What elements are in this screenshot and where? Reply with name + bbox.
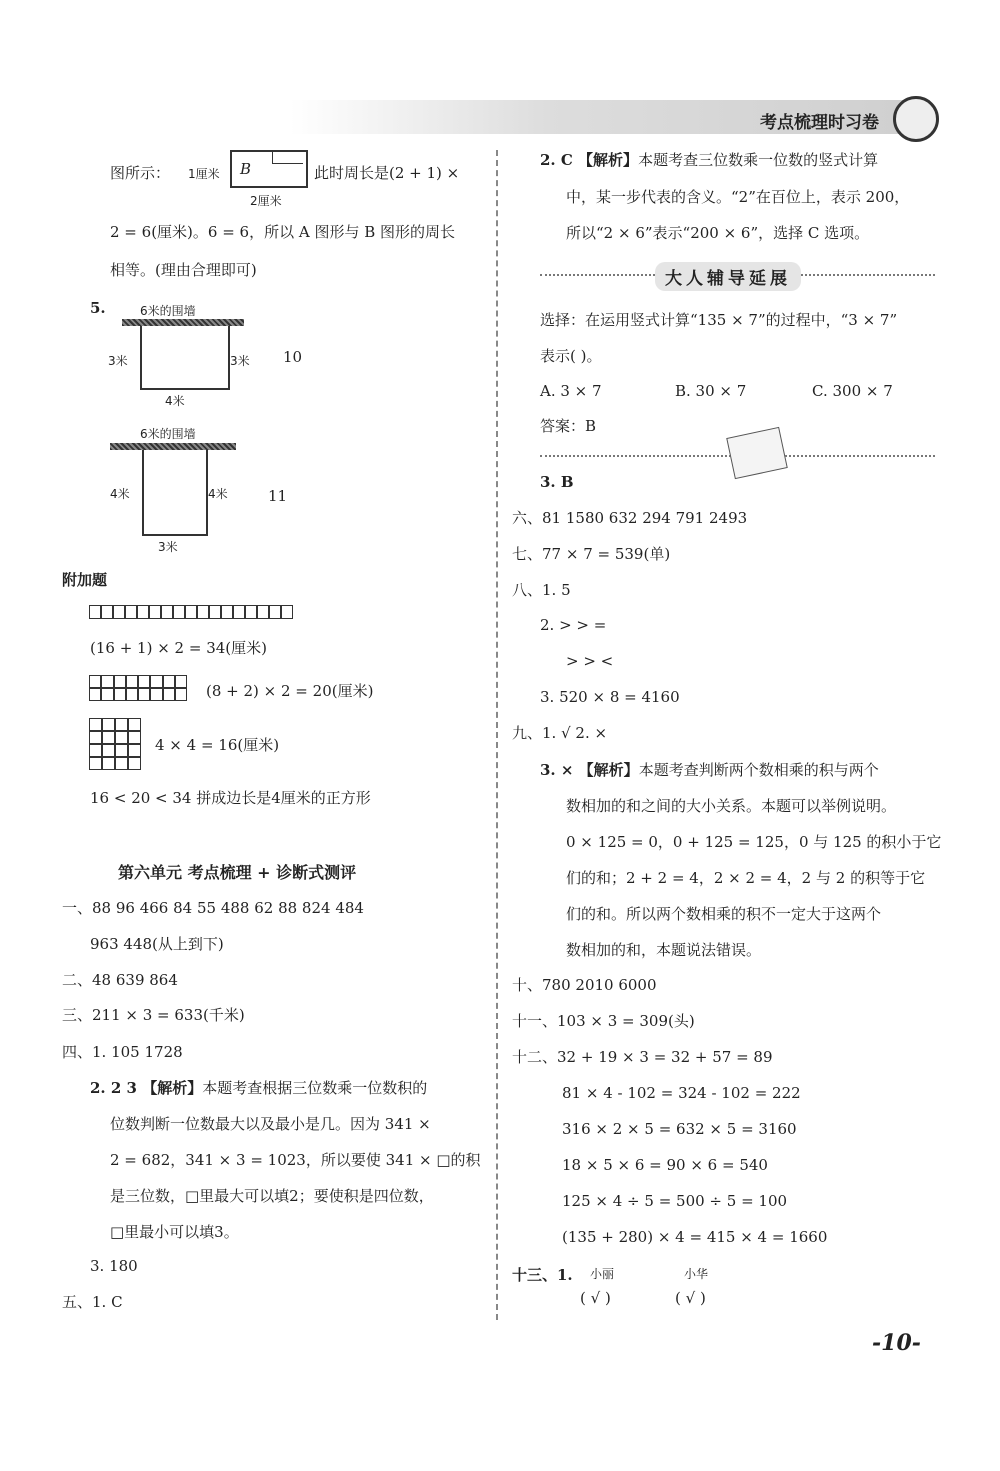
square-grid xyxy=(89,718,141,770)
q2-text3: 所以“2 × 6”表示“200 × 6”，选择 C 选项。 xyxy=(566,224,870,242)
ext-answer: 答案：B xyxy=(540,417,597,435)
fig2-bottom-label: 3米 xyxy=(158,540,178,554)
page-number: -10- xyxy=(872,1330,921,1356)
s8-3: 3. 520 × 8 = 4160 xyxy=(540,688,680,706)
fig2-answer: 11 xyxy=(268,487,288,505)
s13-name2: 小华 xyxy=(684,1267,709,1281)
s13-check2: ( √ ) xyxy=(675,1289,706,1307)
rect-grid xyxy=(89,675,187,701)
unit-title: 第六单元 考点梳理 + 诊断式测评 xyxy=(118,863,357,882)
q4-side-label: 1厘米 xyxy=(188,167,220,181)
q4-line2: 2 = 6(厘米)。6 = 6，所以 A 图形与 B 图形的周长 xyxy=(110,223,456,241)
s9-3-line1 xyxy=(540,760,879,780)
s9-3-head: 3. × xyxy=(540,761,579,779)
opt-c: C. 300 × 7 xyxy=(812,382,893,400)
s1-line1: 一、88 96 466 84 55 488 62 88 824 484 xyxy=(62,899,364,917)
q4-box-label: B xyxy=(240,160,252,178)
s2: 二、48 639 864 xyxy=(62,971,178,989)
fig1-left-label: 3米 xyxy=(108,354,128,368)
ext-line2: 表示( )。 xyxy=(540,347,602,365)
fig2-wall xyxy=(110,443,236,450)
s4-2-text2: 位数判断一位数最大以及最小是几。因为 341 × xyxy=(110,1115,431,1133)
s12-6: (135 + 280) × 4 = 415 × 4 = 1660 xyxy=(562,1228,828,1246)
s8-2b: > > < xyxy=(566,652,614,670)
s4-1: 四、1. 105 1728 xyxy=(62,1043,183,1061)
q4-figure-box xyxy=(230,150,308,188)
q2-line1 xyxy=(540,150,878,170)
s4-2-text1: 本题考查根据三位数乘一位数积的 xyxy=(202,1079,428,1097)
banner-title: 大人辅导延展 xyxy=(655,262,801,291)
s11: 十一、103 × 3 = 309(头) xyxy=(512,1012,695,1030)
q2-text1: 本题考查三位数乘一位数的竖式计算 xyxy=(638,151,879,169)
s13-name1: 小丽 xyxy=(590,1267,615,1281)
logo-badge-icon xyxy=(893,96,939,142)
q4-prefix: 图所示： xyxy=(110,164,171,182)
s13-head: 十三、1. xyxy=(512,1266,573,1284)
extra-line2: (8 + 2) × 2 = 20(厘米) xyxy=(206,682,374,700)
fig1-rect xyxy=(140,326,230,390)
q4-bottom-label: 2厘米 xyxy=(250,194,282,208)
fig1-bottom-label: 4米 xyxy=(165,394,185,408)
column-divider xyxy=(496,150,498,1320)
s3: 三、211 × 3 = 633(千米) xyxy=(62,1006,245,1024)
s4-3: 3. 180 xyxy=(90,1257,138,1275)
extra-title: 附加题 xyxy=(62,571,108,589)
s8-1: 八、1. 5 xyxy=(512,581,571,599)
s9-3-text4: 们的和；2 + 2 = 4，2 × 2 = 4，2 与 2 的积等于它 xyxy=(566,869,926,887)
s9-3-tag: 【解析】 xyxy=(578,761,639,779)
s7: 七、77 × 7 = 539(单) xyxy=(512,545,671,563)
s4-2-head: 2. 2 3 xyxy=(90,1079,143,1097)
fig1-answer: 10 xyxy=(283,348,303,366)
q4-line3: 相等。(理由合理即可) xyxy=(110,261,257,279)
q4-arrow-icon xyxy=(272,150,303,164)
q5-number: 5. xyxy=(90,299,106,317)
s9-3-text2: 数相加的和之间的大小关系。本题可以举例说明。 xyxy=(566,797,897,815)
notebook-icon xyxy=(726,427,788,479)
q2-head: 2. C xyxy=(540,151,579,169)
extra-line1: (16 + 1) × 2 = 34(厘米) xyxy=(90,639,267,657)
opt-a: A. 3 × 7 xyxy=(540,382,602,400)
s4-2-tag: 【解析】 xyxy=(142,1079,203,1097)
q3: 3. B xyxy=(540,473,574,491)
fig1-wall-label: 6米的围墙 xyxy=(140,304,196,318)
ext-line1: 选择：在运用竖式计算“135 × 7”的过程中，“3 × 7” xyxy=(540,311,898,329)
s12-4: 18 × 5 × 6 = 90 × 6 = 540 xyxy=(562,1156,768,1174)
fig2-rect xyxy=(142,450,208,536)
s4-2-text5: □里最小可以填3。 xyxy=(110,1223,239,1241)
s12-5: 125 × 4 ÷ 5 = 500 ÷ 5 = 100 xyxy=(562,1192,788,1210)
s9-3-text3: 0 × 125 = 0，0 + 125 = 125，0 与 125 的积小于它 xyxy=(566,833,942,851)
s12-3: 316 × 2 × 5 = 632 × 5 = 3160 xyxy=(562,1120,797,1138)
s13-check1: ( √ ) xyxy=(580,1289,611,1307)
opt-b: B. 30 × 7 xyxy=(675,382,747,400)
s5-1: 五、1. C xyxy=(62,1293,123,1311)
s12-1: 十二、32 + 19 × 3 = 32 + 57 = 89 xyxy=(512,1048,773,1066)
s8-2a: 2. > > = xyxy=(540,616,607,634)
s9-3-text5: 们的和。所以两个数相乘的积不一定大于这两个 xyxy=(566,905,882,923)
strip-grid xyxy=(89,605,293,619)
q2-text2: 中，某一步代表的含义。“2”在百位上，表示 200， xyxy=(566,188,910,206)
s10: 十、780 2010 6000 xyxy=(512,976,657,994)
s6: 六、81 1580 632 294 791 2493 xyxy=(512,509,748,527)
fig2-wall-label: 6米的围墙 xyxy=(140,427,196,441)
s4-2-text3: 2 = 682，341 × 3 = 1023，所以要使 341 × □的积 xyxy=(110,1151,481,1169)
s4-2-text4: 是三位数，□里最大可以填2；要使积是四位数， xyxy=(110,1187,434,1205)
s9-3-text6: 数相加的和，本题说法错误。 xyxy=(566,941,762,959)
s4-2-line1 xyxy=(90,1078,427,1098)
extra-line3: 4 × 4 = 16(厘米) xyxy=(155,736,280,754)
q4-line1: 此时周长是(2 + 1) × xyxy=(314,164,460,182)
header-title: 考点梳理时习卷 xyxy=(760,113,879,133)
fig2-left-label: 4米 xyxy=(110,487,130,501)
s9-3-text1: 本题考查判断两个数相乘的积与两个 xyxy=(638,761,879,779)
s1-line2: 963 448(从上到下) xyxy=(90,935,224,953)
s9-1: 九、1. √ 2. × xyxy=(512,724,608,742)
fig1-wall xyxy=(122,319,244,326)
fig2-right-label: 4米 xyxy=(208,487,228,501)
q2-tag: 【解析】 xyxy=(578,151,639,169)
fig1-right-label: 3米 xyxy=(230,354,250,368)
extra-line4: 16 < 20 < 34 拼成边长是4厘米的正方形 xyxy=(90,789,371,807)
s12-2: 81 × 4 - 102 = 324 - 102 = 222 xyxy=(562,1084,801,1102)
